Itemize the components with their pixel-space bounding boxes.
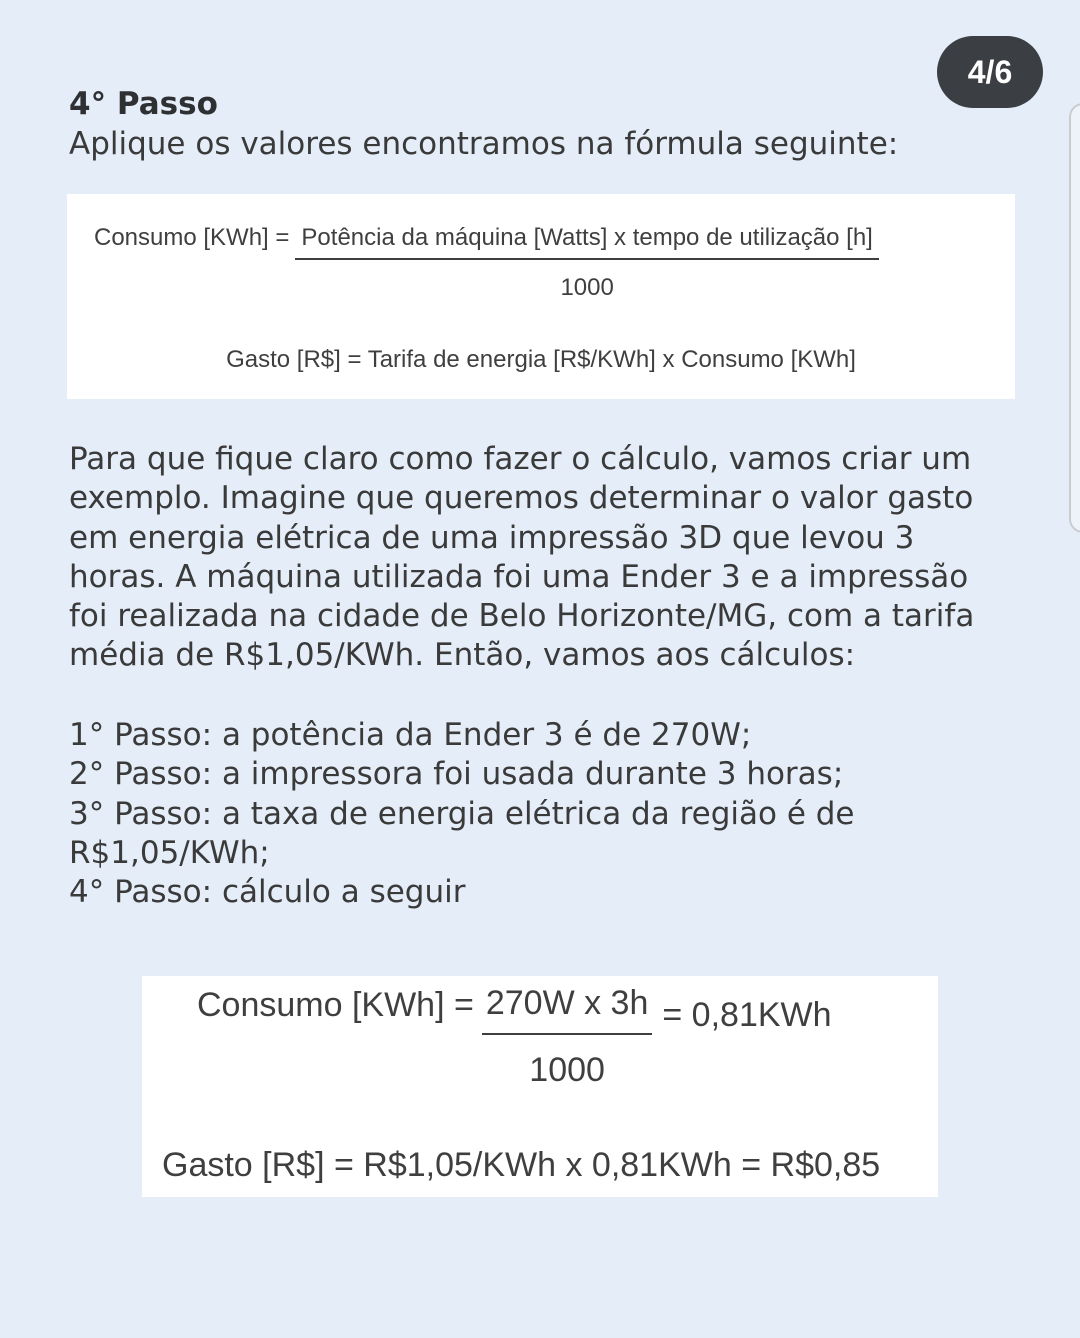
consumo-calculation-result: = 0,81KWh	[662, 996, 832, 1034]
consumo-calculation	[197, 984, 832, 1090]
paragraph-line: horas. A máquina utilizada foi uma Ender 3 e a impressão	[69, 558, 969, 595]
paragraph-line: Para que fique claro como fazer o cálculo, vamos criar um	[69, 441, 972, 477]
formula-image	[67, 194, 1015, 399]
step-item: 3° Passo: a taxa de energia elétrica da região é de	[69, 795, 855, 832]
step-item: 1° Passo: a potência da Ender 3 é de 270W;	[69, 717, 752, 753]
gasto-calculation: Gasto [R$] = R$1,05/KWh x 0,81KWh = R$0,85	[162, 1146, 881, 1184]
paragraph-line: em energia elétrica de uma impressão 3D que levou 3	[69, 519, 915, 556]
consumo-formula-numerator: Potência da máquina [Watts] x tempo de utilização [h]	[295, 224, 878, 260]
consumo-formula-denominator: 1000	[560, 274, 614, 301]
consumo-formula-lhs: Consumo [KWh] =	[94, 224, 290, 251]
consumo-formula-fraction	[295, 224, 878, 302]
intro-text: Aplique os valores encontramos na fórmula seguinte:	[69, 126, 899, 162]
consumo-formula	[94, 224, 879, 302]
step-item: 2° Passo: a impressora foi usada durante 3 horas;	[69, 756, 844, 793]
side-panel-handle[interactable]	[1069, 103, 1080, 533]
step-item: R$1,05/KWh;	[69, 834, 270, 871]
calculation-image	[142, 976, 938, 1197]
gasto-formula: Gasto [R$] = Tarifa de energia [R$/KWh] x Consumo [KWh]	[226, 346, 856, 373]
consumo-calculation-numerator: 270W x 3h	[482, 984, 653, 1035]
paragraph-line: foi realizada na cidade de Belo Horizonte/MG, com a tarifa	[69, 598, 975, 635]
steps-list	[69, 716, 855, 912]
example-paragraph	[69, 440, 1049, 676]
consumo-calculation-lhs: Consumo [KWh] =	[197, 986, 474, 1024]
consumo-calculation-fraction	[482, 984, 653, 1090]
step-heading: 4° Passo	[69, 86, 218, 122]
paragraph-line: exemplo. Imagine que queremos determinar o valor gasto	[69, 480, 974, 517]
paragraph-line: média de R$1,05/KWh. Então, vamos aos cálculos:	[69, 637, 856, 674]
consumo-calculation-denominator: 1000	[529, 1051, 605, 1089]
page-counter-badge: 4/6	[937, 36, 1043, 108]
step-item: 4° Passo: cálculo a seguir	[69, 874, 466, 911]
